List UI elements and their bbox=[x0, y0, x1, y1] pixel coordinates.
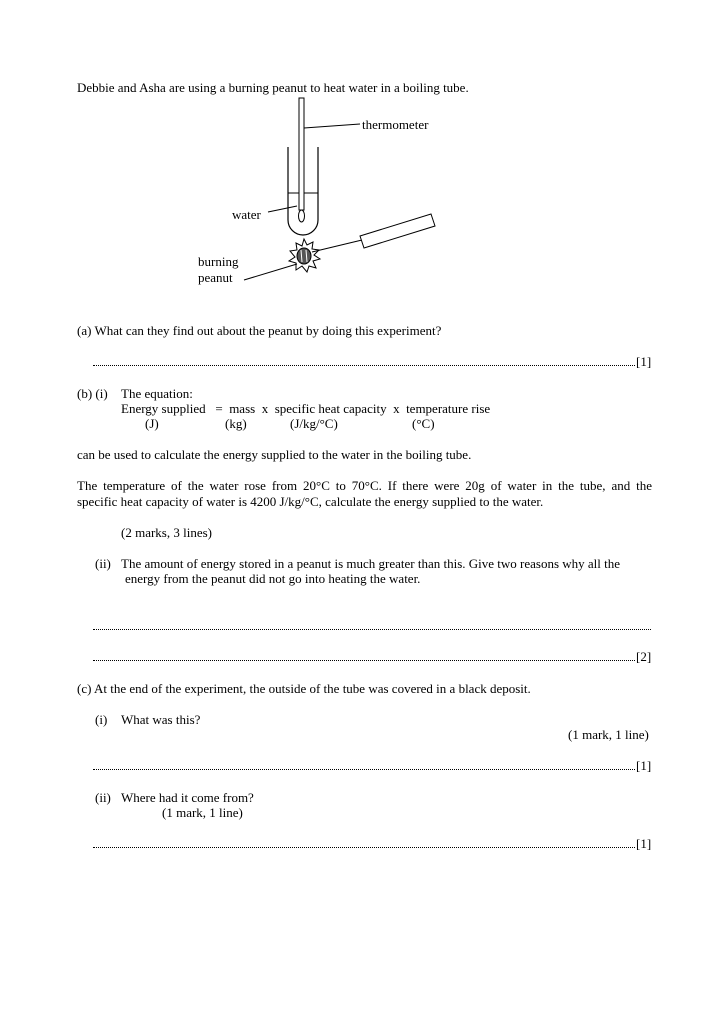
question-c-ii-label: (ii) bbox=[95, 790, 111, 805]
marks-note-b-i: (2 marks, 3 lines) bbox=[121, 525, 212, 540]
question-c-i-label: (i) bbox=[95, 712, 108, 727]
answer-line-b-ii-2[interactable] bbox=[93, 649, 635, 664]
paragraph-line-1: The temperature of the water rose from 20°C to 70°C. If there were 20g of water in the tube, and the bbox=[77, 478, 652, 493]
thermometer bbox=[299, 98, 304, 210]
intro-text: Debbie and Asha are using a burning peanut to heat water in a boiling tube. bbox=[77, 80, 469, 95]
thermometer-label: thermometer bbox=[362, 117, 429, 132]
answer-line-c-ii[interactable] bbox=[93, 836, 635, 851]
equation-usage: can be used to calculate the energy supplied to the water in the boiling tube. bbox=[77, 447, 472, 462]
marks-note-c-i: (1 mark, 1 line) bbox=[568, 727, 649, 742]
marks-c-i: [1] bbox=[636, 758, 652, 773]
needle-handle bbox=[360, 214, 435, 248]
question-a: (a) What can they find out about the peanut by doing this experiment? bbox=[77, 323, 442, 338]
peanut bbox=[297, 248, 311, 264]
thermometer-leader bbox=[304, 124, 360, 128]
question-b-label: (b) (i) bbox=[77, 386, 108, 401]
marks-b-ii: [2] bbox=[636, 649, 652, 664]
question-c: (c) At the end of the experiment, the outside of the tube was covered in a black deposit. bbox=[77, 681, 531, 696]
peanut-leader bbox=[244, 264, 297, 280]
burning-peanut bbox=[289, 239, 320, 272]
question-b-ii-line-1: The amount of energy stored in a peanut is much greater than this. Give two reasons why all the bbox=[121, 556, 621, 571]
mounted-needle bbox=[312, 240, 362, 252]
paragraph-line-2: specific heat capacity of water is 4200 J/kg/°C, calculate the energy supplied to the water. bbox=[77, 494, 544, 509]
unit-temp: (°C) bbox=[412, 416, 435, 431]
peanut-label: peanut bbox=[198, 270, 233, 285]
marks-c-ii: [1] bbox=[636, 836, 652, 851]
question-c-ii: Where had it come from? bbox=[121, 790, 254, 805]
question-b-ii-label: (ii) bbox=[95, 556, 111, 571]
marks-a: [1] bbox=[636, 354, 652, 369]
marks-note-c-ii: (1 mark, 1 line) bbox=[162, 805, 243, 820]
unit-energy: (J) bbox=[145, 416, 159, 431]
answer-line-b-ii-1[interactable] bbox=[93, 618, 651, 633]
question-b-ii-line-2: energy from the peanut did not go into heating the water. bbox=[125, 571, 421, 586]
water-label: water bbox=[232, 207, 261, 222]
answer-line-a[interactable] bbox=[93, 354, 635, 369]
unit-shc: (J/kg/°C) bbox=[290, 416, 338, 431]
equation: Energy supplied = mass x specific heat capacity x temperature rise bbox=[121, 401, 491, 416]
question-c-i: What was this? bbox=[121, 712, 201, 727]
equation-title: The equation: bbox=[121, 386, 193, 401]
unit-mass: (kg) bbox=[225, 416, 247, 431]
peanut-apparatus-diagram bbox=[0, 0, 728, 300]
water-leader bbox=[268, 206, 297, 212]
burning-label: burning bbox=[198, 254, 239, 269]
thermometer-bulb bbox=[299, 210, 305, 222]
answer-line-c-i[interactable] bbox=[93, 758, 635, 773]
